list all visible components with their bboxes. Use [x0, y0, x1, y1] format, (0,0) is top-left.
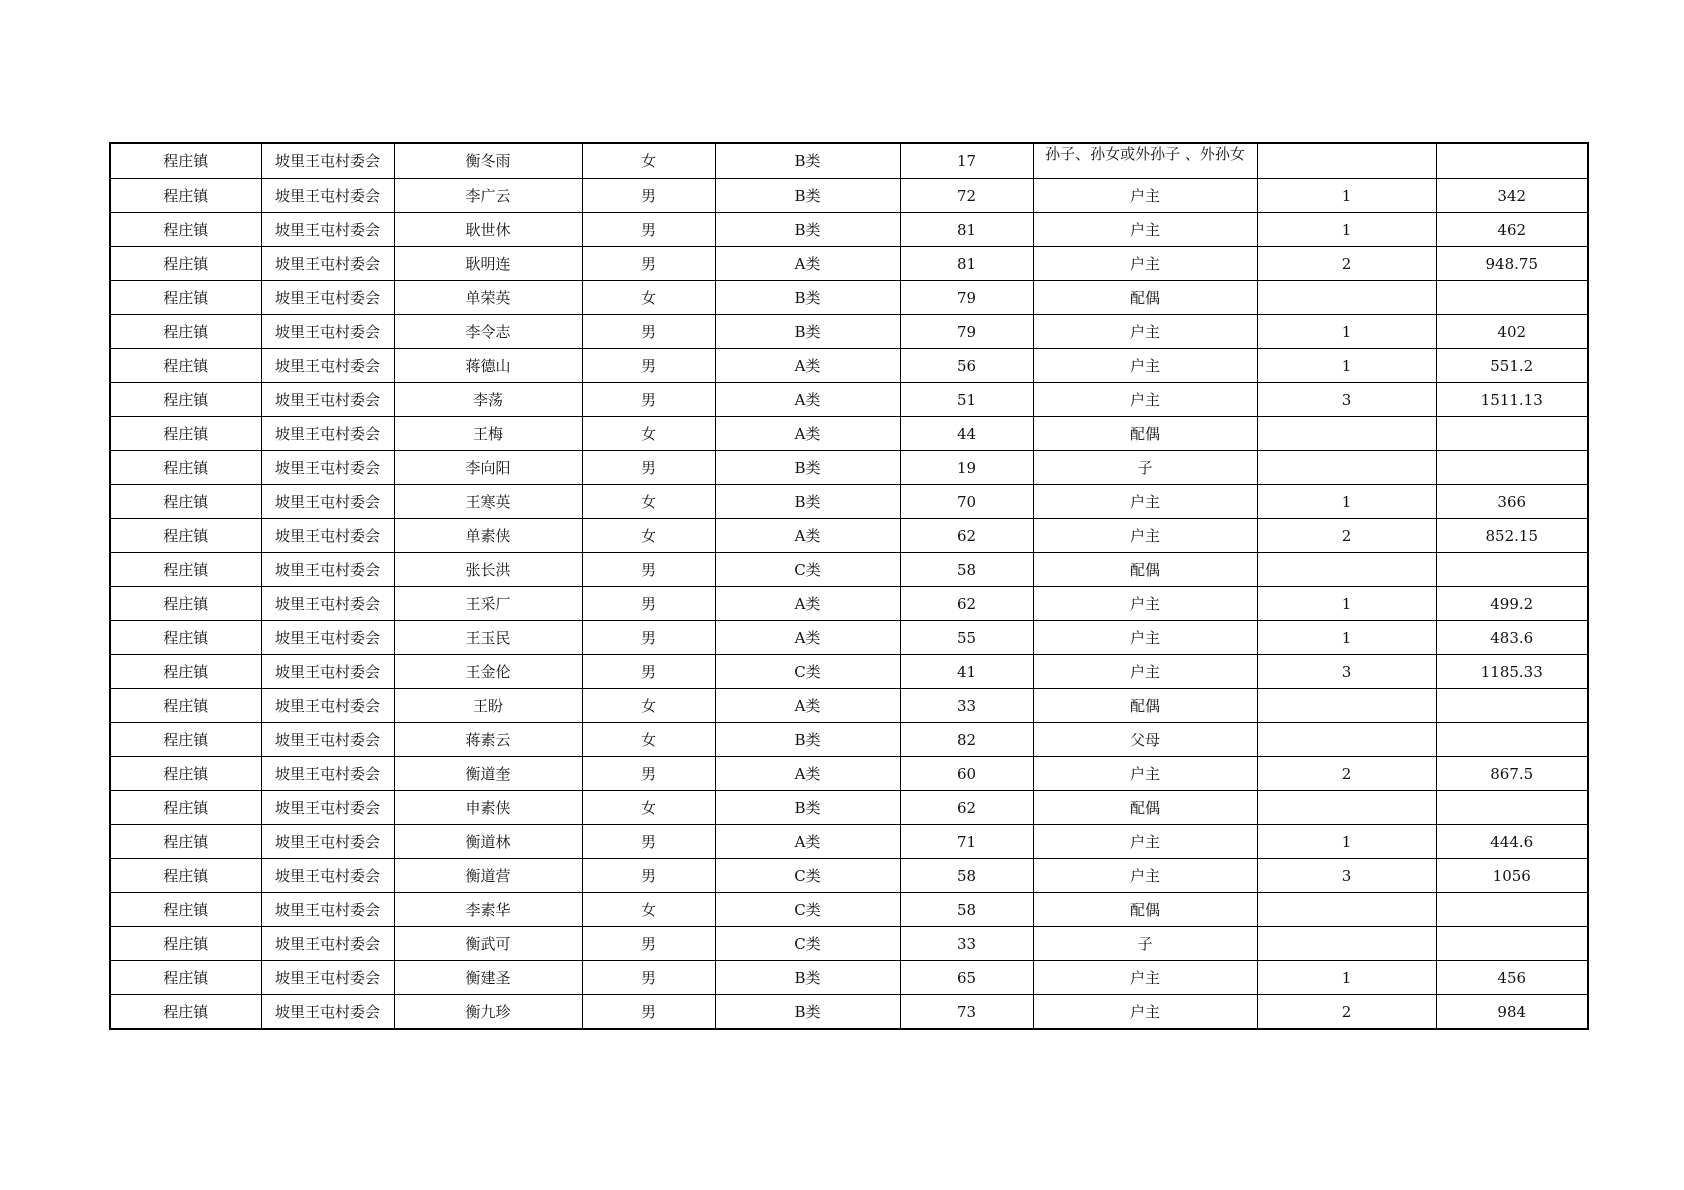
- town-cell: 程庄镇: [110, 485, 261, 519]
- age-cell: 58: [900, 553, 1033, 587]
- table-row: [110, 281, 1588, 315]
- amount-cell: [1436, 689, 1588, 723]
- village-committee-cell: 坡里王屯村委会: [261, 553, 394, 587]
- town-cell: 程庄镇: [110, 417, 261, 451]
- relationship-cell: 户主: [1033, 383, 1257, 417]
- gender-cell: 男: [582, 553, 715, 587]
- amount-cell: 984: [1436, 995, 1588, 1030]
- age-cell: 44: [900, 417, 1033, 451]
- village-committee-cell: 坡里王屯村委会: [261, 825, 394, 859]
- amount-cell: 342: [1436, 179, 1588, 213]
- household-size-cell: 2: [1257, 757, 1436, 791]
- beneficiary-table: [109, 142, 1589, 1030]
- amount-cell: [1436, 553, 1588, 587]
- amount-cell: [1436, 417, 1588, 451]
- village-committee-cell: 坡里王屯村委会: [261, 927, 394, 961]
- gender-cell: 男: [582, 859, 715, 893]
- amount-cell: 852.15: [1436, 519, 1588, 553]
- table-row: [110, 655, 1588, 689]
- relationship-cell: 子: [1033, 927, 1257, 961]
- gender-cell: 男: [582, 655, 715, 689]
- household-size-cell: 1: [1257, 587, 1436, 621]
- town-cell: 程庄镇: [110, 723, 261, 757]
- category-cell: A类: [715, 689, 900, 723]
- village-committee-cell: 坡里王屯村委会: [261, 451, 394, 485]
- town-cell: 程庄镇: [110, 893, 261, 927]
- town-cell: 程庄镇: [110, 143, 261, 179]
- age-cell: 56: [900, 349, 1033, 383]
- town-cell: 程庄镇: [110, 587, 261, 621]
- relationship-cell: 户主: [1033, 519, 1257, 553]
- village-committee-cell: 坡里王屯村委会: [261, 485, 394, 519]
- village-committee-cell: 坡里王屯村委会: [261, 213, 394, 247]
- household-size-cell: 1: [1257, 485, 1436, 519]
- household-size-cell: [1257, 553, 1436, 587]
- village-committee-cell: 坡里王屯村委会: [261, 689, 394, 723]
- village-committee-cell: 坡里王屯村委会: [261, 859, 394, 893]
- amount-cell: 1185.33: [1436, 655, 1588, 689]
- name-cell: 张长洪: [394, 553, 582, 587]
- amount-cell: 444.6: [1436, 825, 1588, 859]
- town-cell: 程庄镇: [110, 859, 261, 893]
- town-cell: 程庄镇: [110, 281, 261, 315]
- name-cell: 李广云: [394, 179, 582, 213]
- town-cell: 程庄镇: [110, 655, 261, 689]
- table-row: [110, 485, 1588, 519]
- age-cell: 51: [900, 383, 1033, 417]
- household-size-cell: [1257, 791, 1436, 825]
- name-cell: 单素侠: [394, 519, 582, 553]
- gender-cell: 男: [582, 247, 715, 281]
- category-cell: A类: [715, 621, 900, 655]
- town-cell: 程庄镇: [110, 825, 261, 859]
- town-cell: 程庄镇: [110, 961, 261, 995]
- amount-cell: [1436, 723, 1588, 757]
- category-cell: B类: [715, 315, 900, 349]
- name-cell: 李令志: [394, 315, 582, 349]
- household-size-cell: [1257, 689, 1436, 723]
- gender-cell: 男: [582, 349, 715, 383]
- town-cell: 程庄镇: [110, 553, 261, 587]
- data-sheet: [109, 142, 1587, 1030]
- village-committee-cell: 坡里王屯村委会: [261, 961, 394, 995]
- name-cell: 衡道营: [394, 859, 582, 893]
- table-row: [110, 723, 1588, 757]
- table-row: [110, 247, 1588, 281]
- household-size-cell: 1: [1257, 621, 1436, 655]
- town-cell: 程庄镇: [110, 689, 261, 723]
- amount-cell: 551.2: [1436, 349, 1588, 383]
- town-cell: 程庄镇: [110, 791, 261, 825]
- village-committee-cell: 坡里王屯村委会: [261, 179, 394, 213]
- gender-cell: 男: [582, 825, 715, 859]
- relationship-cell: 户主: [1033, 655, 1257, 689]
- category-cell: A类: [715, 757, 900, 791]
- gender-cell: 女: [582, 689, 715, 723]
- name-cell: 李素华: [394, 893, 582, 927]
- relationship-cell: 孙子、孙女或外孙子 、外孙女: [1033, 143, 1257, 179]
- relationship-cell: 配偶: [1033, 553, 1257, 587]
- table-row: [110, 927, 1588, 961]
- category-cell: B类: [715, 451, 900, 485]
- town-cell: 程庄镇: [110, 621, 261, 655]
- age-cell: 73: [900, 995, 1033, 1030]
- name-cell: 衡武可: [394, 927, 582, 961]
- relationship-cell: 配偶: [1033, 417, 1257, 451]
- category-cell: A类: [715, 587, 900, 621]
- gender-cell: 女: [582, 281, 715, 315]
- village-committee-cell: 坡里王屯村委会: [261, 723, 394, 757]
- table-row: [110, 553, 1588, 587]
- town-cell: 程庄镇: [110, 213, 261, 247]
- table-row: [110, 383, 1588, 417]
- name-cell: 衡九珍: [394, 995, 582, 1030]
- relationship-cell: 户主: [1033, 315, 1257, 349]
- relationship-cell: 户主: [1033, 859, 1257, 893]
- table-row: [110, 995, 1588, 1030]
- household-size-cell: [1257, 143, 1436, 179]
- village-committee-cell: 坡里王屯村委会: [261, 621, 394, 655]
- town-cell: 程庄镇: [110, 349, 261, 383]
- village-committee-cell: 坡里王屯村委会: [261, 995, 394, 1030]
- category-cell: B类: [715, 179, 900, 213]
- relationship-cell: 户主: [1033, 825, 1257, 859]
- village-committee-cell: 坡里王屯村委会: [261, 655, 394, 689]
- amount-cell: 462: [1436, 213, 1588, 247]
- amount-cell: [1436, 791, 1588, 825]
- table-row: [110, 315, 1588, 349]
- table-row: [110, 859, 1588, 893]
- name-cell: 王盼: [394, 689, 582, 723]
- table-row: [110, 757, 1588, 791]
- relationship-cell: 配偶: [1033, 689, 1257, 723]
- household-size-cell: 1: [1257, 213, 1436, 247]
- age-cell: 62: [900, 519, 1033, 553]
- town-cell: 程庄镇: [110, 927, 261, 961]
- category-cell: C类: [715, 655, 900, 689]
- relationship-cell: 户主: [1033, 247, 1257, 281]
- town-cell: 程庄镇: [110, 995, 261, 1030]
- table-row: [110, 519, 1588, 553]
- gender-cell: 女: [582, 519, 715, 553]
- village-committee-cell: 坡里王屯村委会: [261, 791, 394, 825]
- amount-cell: [1436, 927, 1588, 961]
- category-cell: B类: [715, 485, 900, 519]
- category-cell: B类: [715, 791, 900, 825]
- amount-cell: [1436, 451, 1588, 485]
- name-cell: 李荡: [394, 383, 582, 417]
- age-cell: 72: [900, 179, 1033, 213]
- amount-cell: 867.5: [1436, 757, 1588, 791]
- relationship-cell: 户主: [1033, 621, 1257, 655]
- gender-cell: 男: [582, 587, 715, 621]
- amount-cell: [1436, 893, 1588, 927]
- gender-cell: 女: [582, 791, 715, 825]
- category-cell: C类: [715, 553, 900, 587]
- age-cell: 60: [900, 757, 1033, 791]
- household-size-cell: 3: [1257, 655, 1436, 689]
- village-committee-cell: 坡里王屯村委会: [261, 383, 394, 417]
- household-size-cell: 1: [1257, 961, 1436, 995]
- age-cell: 33: [900, 927, 1033, 961]
- amount-cell: 1056: [1436, 859, 1588, 893]
- relationship-cell: 户主: [1033, 995, 1257, 1030]
- amount-cell: 1511.13: [1436, 383, 1588, 417]
- household-size-cell: [1257, 927, 1436, 961]
- household-size-cell: 1: [1257, 825, 1436, 859]
- name-cell: 蒋素云: [394, 723, 582, 757]
- town-cell: 程庄镇: [110, 451, 261, 485]
- table-row: [110, 179, 1588, 213]
- age-cell: 81: [900, 213, 1033, 247]
- category-cell: A类: [715, 247, 900, 281]
- relationship-cell: 子: [1033, 451, 1257, 485]
- gender-cell: 女: [582, 143, 715, 179]
- category-cell: B类: [715, 143, 900, 179]
- amount-cell: 366: [1436, 485, 1588, 519]
- amount-cell: [1436, 281, 1588, 315]
- gender-cell: 男: [582, 757, 715, 791]
- table-body: [110, 143, 1588, 1029]
- household-size-cell: 1: [1257, 349, 1436, 383]
- village-committee-cell: 坡里王屯村委会: [261, 519, 394, 553]
- table-row: [110, 825, 1588, 859]
- age-cell: 58: [900, 893, 1033, 927]
- table-row: [110, 349, 1588, 383]
- gender-cell: 女: [582, 485, 715, 519]
- age-cell: 58: [900, 859, 1033, 893]
- category-cell: B类: [715, 723, 900, 757]
- age-cell: 79: [900, 315, 1033, 349]
- household-size-cell: 3: [1257, 383, 1436, 417]
- table-row: [110, 143, 1588, 179]
- household-size-cell: [1257, 893, 1436, 927]
- age-cell: 62: [900, 791, 1033, 825]
- town-cell: 程庄镇: [110, 383, 261, 417]
- relationship-cell: 户主: [1033, 349, 1257, 383]
- name-cell: 单荣英: [394, 281, 582, 315]
- gender-cell: 女: [582, 417, 715, 451]
- category-cell: C类: [715, 893, 900, 927]
- gender-cell: 男: [582, 179, 715, 213]
- category-cell: C类: [715, 859, 900, 893]
- name-cell: 申素侠: [394, 791, 582, 825]
- name-cell: 李向阳: [394, 451, 582, 485]
- age-cell: 81: [900, 247, 1033, 281]
- category-cell: B类: [715, 213, 900, 247]
- household-size-cell: 1: [1257, 315, 1436, 349]
- relationship-cell: 户主: [1033, 179, 1257, 213]
- village-committee-cell: 坡里王屯村委会: [261, 349, 394, 383]
- town-cell: 程庄镇: [110, 247, 261, 281]
- amount-cell: 456: [1436, 961, 1588, 995]
- age-cell: 71: [900, 825, 1033, 859]
- age-cell: 79: [900, 281, 1033, 315]
- gender-cell: 女: [582, 893, 715, 927]
- category-cell: B类: [715, 281, 900, 315]
- name-cell: 耿世休: [394, 213, 582, 247]
- name-cell: 王梅: [394, 417, 582, 451]
- name-cell: 王采厂: [394, 587, 582, 621]
- town-cell: 程庄镇: [110, 519, 261, 553]
- age-cell: 55: [900, 621, 1033, 655]
- relationship-cell: 配偶: [1033, 893, 1257, 927]
- gender-cell: 男: [582, 383, 715, 417]
- relationship-cell: 户主: [1033, 587, 1257, 621]
- gender-cell: 女: [582, 723, 715, 757]
- amount-cell: 948.75: [1436, 247, 1588, 281]
- category-cell: A类: [715, 519, 900, 553]
- amount-cell: 483.6: [1436, 621, 1588, 655]
- household-size-cell: [1257, 417, 1436, 451]
- household-size-cell: 2: [1257, 247, 1436, 281]
- name-cell: 王寒英: [394, 485, 582, 519]
- household-size-cell: 1: [1257, 179, 1436, 213]
- name-cell: 蒋德山: [394, 349, 582, 383]
- name-cell: 王玉民: [394, 621, 582, 655]
- town-cell: 程庄镇: [110, 757, 261, 791]
- age-cell: 82: [900, 723, 1033, 757]
- table-row: [110, 621, 1588, 655]
- name-cell: 衡冬雨: [394, 143, 582, 179]
- age-cell: 62: [900, 587, 1033, 621]
- gender-cell: 男: [582, 315, 715, 349]
- category-cell: C类: [715, 927, 900, 961]
- age-cell: 65: [900, 961, 1033, 995]
- name-cell: 衡道林: [394, 825, 582, 859]
- relationship-cell: 户主: [1033, 757, 1257, 791]
- category-cell: A类: [715, 825, 900, 859]
- relationship-cell: 户主: [1033, 213, 1257, 247]
- village-committee-cell: 坡里王屯村委会: [261, 143, 394, 179]
- table-row: [110, 893, 1588, 927]
- household-size-cell: [1257, 281, 1436, 315]
- town-cell: 程庄镇: [110, 179, 261, 213]
- table-row: [110, 213, 1588, 247]
- name-cell: 衡道奎: [394, 757, 582, 791]
- name-cell: 耿明连: [394, 247, 582, 281]
- category-cell: A类: [715, 383, 900, 417]
- gender-cell: 男: [582, 213, 715, 247]
- name-cell: 王金伦: [394, 655, 582, 689]
- household-size-cell: 3: [1257, 859, 1436, 893]
- village-committee-cell: 坡里王屯村委会: [261, 315, 394, 349]
- gender-cell: 男: [582, 927, 715, 961]
- relationship-cell: 配偶: [1033, 281, 1257, 315]
- village-committee-cell: 坡里王屯村委会: [261, 281, 394, 315]
- name-cell: 衡建圣: [394, 961, 582, 995]
- category-cell: A类: [715, 417, 900, 451]
- amount-cell: 499.2: [1436, 587, 1588, 621]
- age-cell: 41: [900, 655, 1033, 689]
- age-cell: 17: [900, 143, 1033, 179]
- town-cell: 程庄镇: [110, 315, 261, 349]
- relationship-cell: 户主: [1033, 961, 1257, 995]
- household-size-cell: 2: [1257, 995, 1436, 1030]
- village-committee-cell: 坡里王屯村委会: [261, 247, 394, 281]
- relationship-cell: 户主: [1033, 485, 1257, 519]
- age-cell: 19: [900, 451, 1033, 485]
- table-row: [110, 961, 1588, 995]
- category-cell: B类: [715, 961, 900, 995]
- gender-cell: 男: [582, 995, 715, 1030]
- table-row: [110, 587, 1588, 621]
- table-row: [110, 689, 1588, 723]
- table-row: [110, 417, 1588, 451]
- village-committee-cell: 坡里王屯村委会: [261, 587, 394, 621]
- amount-cell: [1436, 143, 1588, 179]
- village-committee-cell: 坡里王屯村委会: [261, 893, 394, 927]
- age-cell: 33: [900, 689, 1033, 723]
- village-committee-cell: 坡里王屯村委会: [261, 757, 394, 791]
- table-row: [110, 451, 1588, 485]
- relationship-cell: 父母: [1033, 723, 1257, 757]
- gender-cell: 男: [582, 451, 715, 485]
- gender-cell: 男: [582, 961, 715, 995]
- gender-cell: 男: [582, 621, 715, 655]
- amount-cell: 402: [1436, 315, 1588, 349]
- category-cell: B类: [715, 995, 900, 1030]
- household-size-cell: [1257, 723, 1436, 757]
- village-committee-cell: 坡里王屯村委会: [261, 417, 394, 451]
- table-row: [110, 791, 1588, 825]
- household-size-cell: 2: [1257, 519, 1436, 553]
- relationship-cell: 配偶: [1033, 791, 1257, 825]
- age-cell: 70: [900, 485, 1033, 519]
- category-cell: A类: [715, 349, 900, 383]
- household-size-cell: [1257, 451, 1436, 485]
